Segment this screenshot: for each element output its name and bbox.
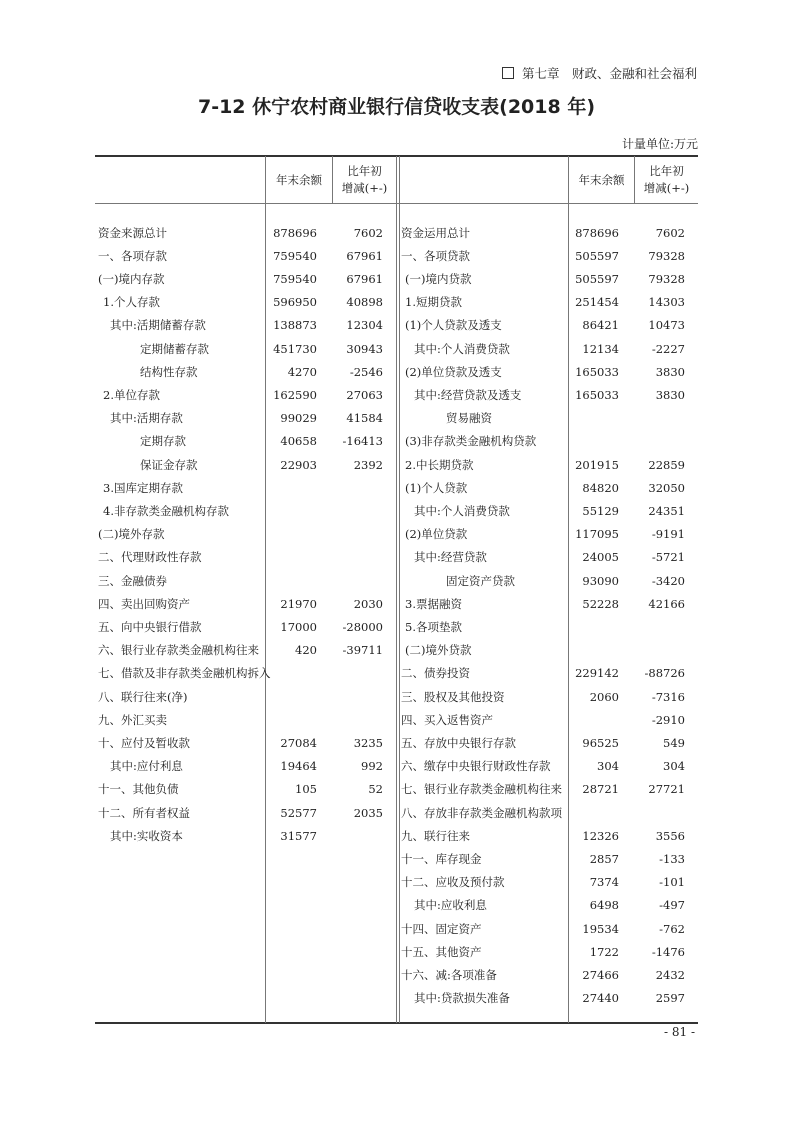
year-end-balance: 759540 (273, 271, 317, 286)
change-from-year-start: 79328 (648, 248, 685, 263)
year-end-balance: 40658 (280, 434, 317, 449)
chapter-title: 第七章 财政、金融和社会福利 (521, 66, 697, 81)
row-label: 2.中长期贷款 (405, 457, 474, 472)
table-row (0, 267, 793, 290)
change-from-year-start: 40898 (346, 295, 383, 310)
table-row (0, 685, 793, 708)
table-row (0, 546, 793, 569)
year-end-balance: 12326 (582, 828, 619, 843)
header-change-line1: 比年初 (347, 164, 382, 178)
change-from-year-start: 7602 (353, 225, 383, 240)
table-row (0, 569, 793, 592)
row-label: 三、股权及其他投资 (401, 689, 505, 704)
header-balance-right: 年末余额 (578, 172, 625, 187)
year-end-balance: 201915 (575, 457, 619, 472)
change-from-year-start: -762 (659, 921, 685, 936)
row-label: (3)非存款类金融机构贷款 (405, 434, 537, 449)
change-from-year-start: 67961 (346, 248, 383, 263)
change-from-year-start: 3830 (655, 364, 685, 379)
change-from-year-start: -101 (659, 875, 685, 890)
change-from-year-start: 549 (663, 735, 685, 750)
table-row (0, 778, 793, 801)
row-label: 十五、其他资产 (401, 944, 482, 959)
table-row (0, 871, 793, 894)
table-row (0, 708, 793, 731)
row-label: 3.国库定期存款 (103, 480, 183, 495)
change-from-year-start: -2227 (651, 341, 685, 356)
change-from-year-start: 2432 (655, 967, 685, 982)
table-row (0, 291, 793, 314)
change-from-year-start: 12304 (346, 318, 383, 333)
change-from-year-start: -9191 (651, 527, 685, 542)
year-end-balance: 27084 (280, 735, 317, 750)
row-label: 固定资产贷款 (446, 573, 515, 588)
year-end-balance: 52228 (582, 596, 619, 611)
year-end-balance: 4270 (287, 364, 317, 379)
year-end-balance: 117095 (575, 527, 619, 542)
year-end-balance: 27466 (582, 967, 619, 982)
table-row (0, 755, 793, 778)
change-from-year-start: 7602 (655, 225, 685, 240)
row-label: 十一、库存现金 (401, 851, 482, 866)
table-row (0, 801, 793, 824)
row-label: 1.个人存款 (103, 295, 160, 310)
row-label: (一)境内存款 (98, 271, 165, 286)
table-row (0, 314, 793, 337)
year-end-balance: 878696 (575, 225, 619, 240)
year-end-balance: 6498 (589, 898, 619, 913)
table-row (0, 221, 793, 244)
change-from-year-start: 22859 (648, 457, 685, 472)
row-label: 十、应付及暂收款 (98, 735, 190, 750)
change-from-year-start: -2546 (349, 364, 383, 379)
row-label: 保证金存款 (140, 457, 198, 472)
change-from-year-start: -3420 (651, 573, 685, 588)
change-from-year-start: 2392 (353, 457, 383, 472)
year-end-balance: 12134 (582, 341, 619, 356)
square-icon (502, 67, 514, 79)
unit-label: 计量单位:万元 (621, 137, 698, 151)
change-from-year-start: -133 (659, 851, 685, 866)
row-label: 六、银行业存款类金融机构往来 (98, 643, 259, 658)
change-from-year-start: -497 (659, 898, 685, 913)
table-row (0, 824, 793, 847)
row-label: 二、债券投资 (401, 666, 470, 681)
row-label: 三、金融债券 (98, 573, 167, 588)
row-label: 3.票据融资 (405, 596, 462, 611)
year-end-balance: 19464 (280, 759, 317, 774)
change-from-year-start: -88726 (644, 666, 685, 681)
row-label: 结构性存款 (140, 364, 198, 379)
change-from-year-start: 79328 (648, 271, 685, 286)
row-label: 其中:应付利息 (110, 759, 183, 774)
row-label: 其中:个人消费贷款 (414, 341, 510, 356)
row-label: 资金来源总计 (98, 225, 167, 240)
table-row (0, 244, 793, 267)
row-label: 十一、其他负债 (98, 782, 179, 797)
table-row (0, 894, 793, 917)
change-from-year-start: 27721 (648, 782, 685, 797)
row-label: (1)个人贷款 (405, 480, 468, 495)
table-row (0, 430, 793, 453)
row-label: 定期存款 (140, 434, 186, 449)
year-end-balance: 451730 (273, 341, 317, 356)
year-end-balance: 22903 (280, 457, 317, 472)
row-label: 4.非存款类金融机构存款 (103, 503, 229, 518)
year-end-balance: 21970 (280, 596, 317, 611)
table-row (0, 499, 793, 522)
change-from-year-start: 992 (361, 759, 383, 774)
change-from-year-start: -5721 (651, 550, 685, 565)
table-row (0, 987, 793, 1010)
header-balance-left: 年末余额 (276, 172, 322, 187)
change-from-year-start: 30943 (346, 341, 383, 356)
table-row (0, 940, 793, 963)
year-end-balance: 28721 (582, 782, 619, 797)
year-end-balance: 84820 (582, 480, 619, 495)
row-label: (2)单位贷款及透支 (405, 364, 502, 379)
change-from-year-start: 42166 (648, 596, 685, 611)
table-row (0, 731, 793, 754)
change-from-year-start: 2030 (353, 596, 383, 611)
year-end-balance: 96525 (582, 735, 619, 750)
row-label: 贸易融资 (446, 411, 492, 426)
year-end-balance: 86421 (582, 318, 619, 333)
change-from-year-start: 41584 (346, 411, 383, 426)
change-from-year-start: 52 (368, 782, 383, 797)
year-end-balance: 2857 (589, 851, 619, 866)
year-end-balance: 878696 (273, 225, 317, 240)
change-from-year-start: 24351 (648, 503, 685, 518)
row-label: 十二、所有者权益 (98, 805, 190, 820)
year-end-balance: 420 (295, 643, 317, 658)
chapter-header (502, 64, 697, 82)
row-label: 十二、应收及预付款 (401, 875, 505, 890)
header-change-left (333, 157, 396, 203)
year-end-balance: 304 (597, 759, 619, 774)
change-from-year-start: 3830 (655, 387, 685, 402)
year-end-balance: 505597 (575, 248, 619, 263)
header-change-line2: 增减(+-) (643, 181, 690, 195)
year-end-balance: 52577 (280, 805, 317, 820)
year-end-balance: 2060 (589, 689, 619, 704)
year-end-balance: 759540 (273, 248, 317, 263)
year-end-balance: 27440 (582, 991, 619, 1006)
row-label: 十六、减:各项准备 (401, 967, 497, 982)
change-from-year-start: 3235 (353, 735, 383, 750)
table-row (0, 615, 793, 638)
year-end-balance: 105 (295, 782, 317, 797)
year-end-balance: 1722 (589, 944, 619, 959)
row-label: 一、各项贷款 (401, 248, 470, 263)
row-label: (2)单位贷款 (405, 527, 468, 542)
year-end-balance: 165033 (575, 364, 619, 379)
year-end-balance: 162590 (273, 387, 317, 402)
change-from-year-start: 2035 (353, 805, 383, 820)
year-end-balance: 55129 (582, 503, 619, 518)
row-label: 四、买入返售资产 (401, 712, 493, 727)
row-label: 七、借款及非存款类金融机构拆入 (98, 666, 271, 681)
change-from-year-start: -16413 (342, 434, 383, 449)
year-end-balance: 251454 (575, 295, 619, 310)
row-label: 其中:经营贷款及透支 (414, 387, 522, 402)
page-number: - 81 - (663, 1025, 695, 1039)
row-label: 八、存放非存款类金融机构款项 (401, 805, 562, 820)
change-from-year-start: -28000 (342, 619, 383, 634)
table-row (0, 383, 793, 406)
table-row (0, 337, 793, 360)
change-from-year-start: -2910 (651, 712, 685, 727)
header-change-right (635, 157, 698, 203)
row-label: 七、银行业存款类金融机构往来 (401, 782, 562, 797)
change-from-year-start: -39711 (342, 643, 383, 658)
table-row (0, 662, 793, 685)
change-from-year-start: -1476 (651, 944, 685, 959)
year-end-balance: 99029 (280, 411, 317, 426)
table-row (0, 360, 793, 383)
row-label: (1)个人贷款及透支 (405, 318, 502, 333)
row-label: 其中:贷款损失准备 (414, 991, 510, 1006)
header-change-line1: 比年初 (649, 164, 684, 178)
change-from-year-start: 10473 (648, 318, 685, 333)
row-label: 一、各项存款 (98, 248, 167, 263)
year-end-balance: 505597 (575, 271, 619, 286)
row-label: 1.短期贷款 (405, 295, 462, 310)
table-row (0, 592, 793, 615)
year-end-balance: 596950 (273, 295, 317, 310)
row-label: 五、存放中央银行存款 (401, 735, 516, 750)
row-label: 十四、固定资产 (401, 921, 482, 936)
table-row (0, 963, 793, 986)
row-label: 其中:活期储蓄存款 (110, 318, 206, 333)
table-row (0, 523, 793, 546)
row-label: 四、卖出回购资产 (98, 596, 190, 611)
year-end-balance: 24005 (582, 550, 619, 565)
row-label: 六、缴存中央银行财政性存款 (401, 759, 551, 774)
header-change-line2: 增减(+-) (341, 181, 388, 195)
row-label: 资金运用总计 (401, 225, 470, 240)
row-label: 其中:应收利息 (414, 898, 487, 913)
change-from-year-start: 67961 (346, 271, 383, 286)
year-end-balance: 17000 (280, 619, 317, 634)
year-end-balance: 19534 (582, 921, 619, 936)
table-row (0, 407, 793, 430)
row-label: 5.各项垫款 (405, 619, 462, 634)
row-label: 2.单位存款 (103, 387, 160, 402)
row-label: 其中:活期存款 (110, 411, 183, 426)
change-from-year-start: 2597 (655, 991, 685, 1006)
table-row (0, 453, 793, 476)
change-from-year-start: 14303 (648, 295, 685, 310)
change-from-year-start: 304 (663, 759, 685, 774)
row-label: 二、代理财政性存款 (98, 550, 202, 565)
row-label: (二)境外贷款 (405, 643, 472, 658)
page-title: 7-12 休宁农村商业银行信贷收支表(2018 年) (197, 96, 596, 118)
row-label: 其中:个人消费贷款 (414, 503, 510, 518)
year-end-balance: 93090 (582, 573, 619, 588)
row-label: 九、联行往来 (401, 828, 470, 843)
change-from-year-start: 3556 (655, 828, 685, 843)
table-row (0, 639, 793, 662)
table-row (0, 847, 793, 870)
year-end-balance: 31577 (280, 828, 317, 843)
row-label: 八、联行往来(净) (98, 689, 188, 704)
row-label: 九、外汇买卖 (98, 712, 167, 727)
change-from-year-start: 32050 (648, 480, 685, 495)
row-label: 其中:实收资本 (110, 828, 183, 843)
row-label: 其中:经营贷款 (414, 550, 487, 565)
change-from-year-start: 27063 (346, 387, 383, 402)
table-row (0, 476, 793, 499)
year-end-balance: 7374 (589, 875, 619, 890)
row-label: (二)境外存款 (98, 527, 165, 542)
year-end-balance: 229142 (575, 666, 619, 681)
row-label: 定期储蓄存款 (140, 341, 209, 356)
row-label: (一)境内贷款 (405, 271, 472, 286)
year-end-balance: 138873 (273, 318, 317, 333)
table-row (0, 917, 793, 940)
change-from-year-start: -7316 (651, 689, 685, 704)
year-end-balance: 165033 (575, 387, 619, 402)
row-label: 五、向中央银行借款 (98, 619, 202, 634)
